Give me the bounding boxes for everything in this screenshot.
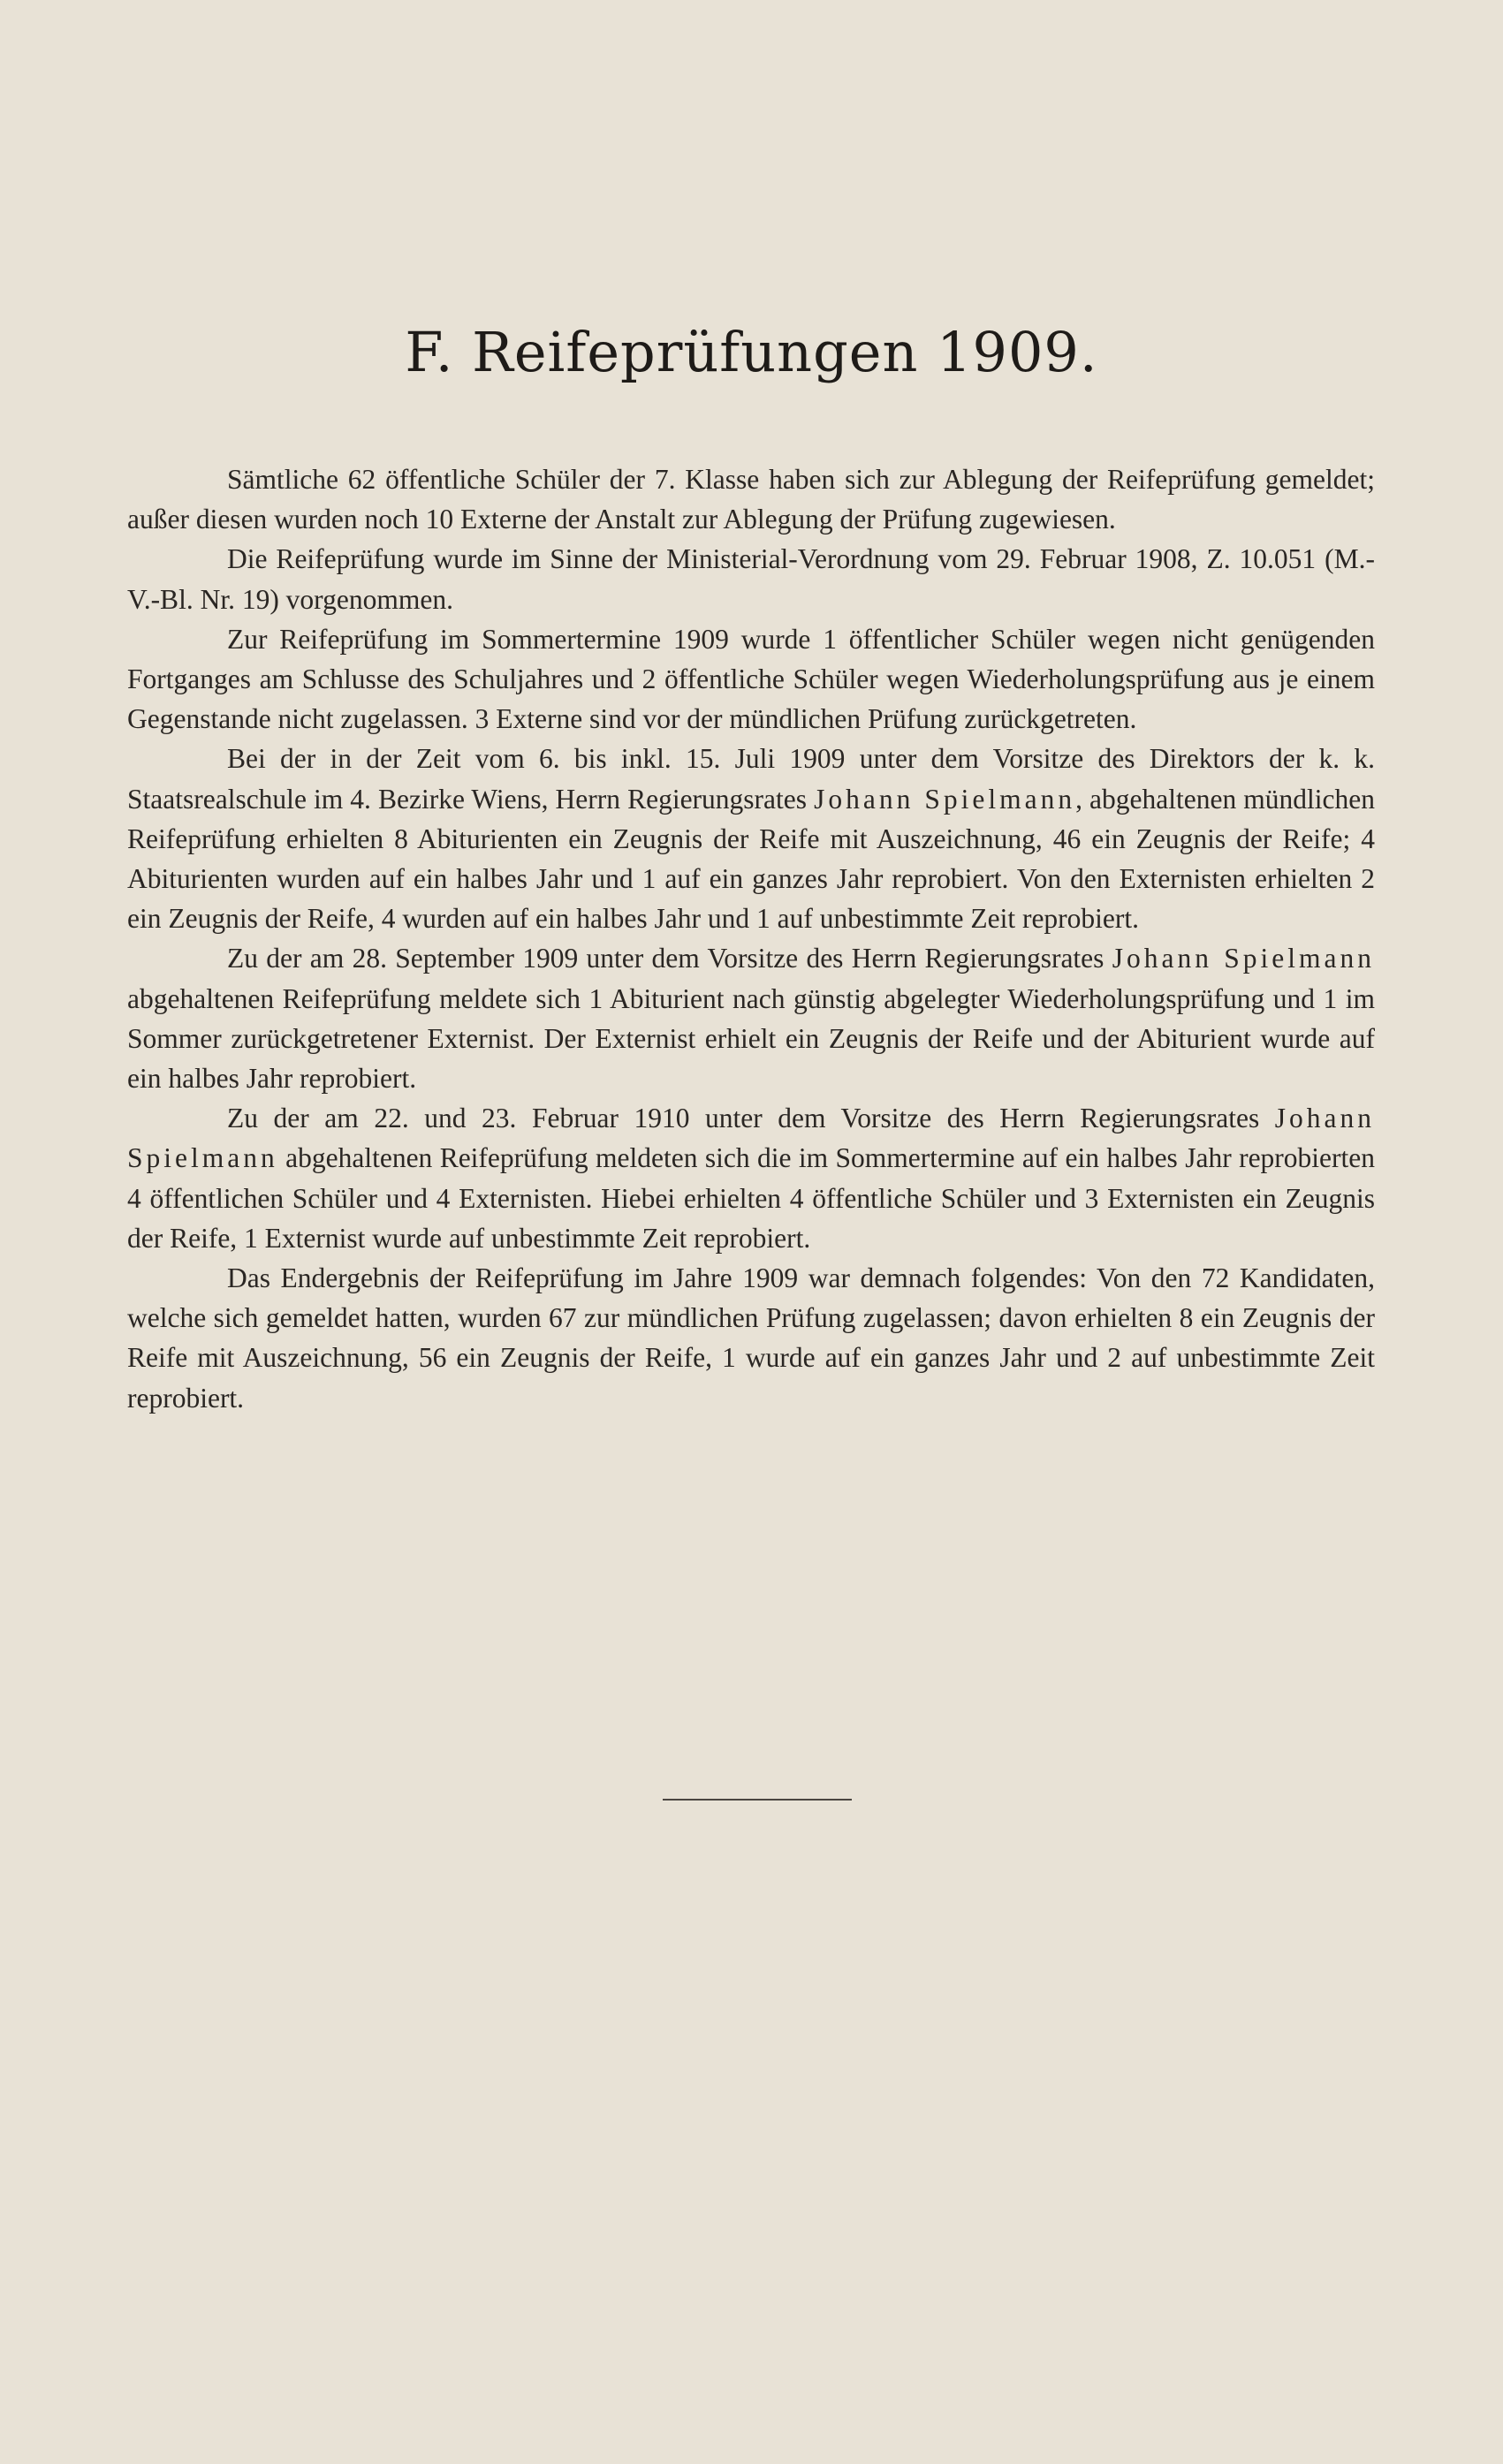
text-span: abgehaltenen Reifeprüfung meldete sich 1 Abiturient nach günstig abgelegter Wiederholungsprüfung und 1 im Sommer zurückgetretener Externist. Der Externist erhielt ein Zeugnis der Reife und der Abiturient wurde auf ein halbes Jahr reprobiert. bbox=[127, 982, 1375, 1095]
chairman-name: Johann Spielmann bbox=[814, 783, 1076, 815]
text-span: Bei der in der Zeit vom 6. bis inkl. 15. Juli 1909 unter dem Vorsitze des Direktors der k. k. Staatsrealschule im 4. Bezirke Wiens, Herrn Regierungsrates bbox=[127, 743, 1375, 815]
text-span: , abgehaltenen mündlichen Reifeprüfung erhielten 8 Abiturienten ein Zeugnis der Reife mit Auszeichnung, 46 ein Zeugnis der Reife; 4 Abiturienten wurden auf ein halbes Jahr und 1 auf ein ganzes Jahr reprobiert. Von den Externisten erhielten 2 ein Zeugnis der Reife, 4 wurden auf ein halbes Jahr und 1 auf unbestimmte Zeit reprobiert. bbox=[127, 783, 1375, 935]
text-span: Zu der am 22. und 23. Februar 1910 unter dem Vorsitze des Herrn Regierungsrates bbox=[227, 1103, 1275, 1134]
text-span: abgehaltenen Reifeprüfung meldeten sich die im Sommertermine auf ein halbes Jahr reprobierten 4 öffentlichen Schüler und 4 Externisten. Hiebei erhielten 4 öffentliche Schüler und 3 Externisten ein Zeugnis der Reife, 1 Externist wurde auf unbestimmte Zeit reprobiert. bbox=[127, 1142, 1375, 1254]
paragraph-february-exam bbox=[127, 1098, 1375, 1258]
paragraph-july-exam bbox=[127, 739, 1375, 938]
paragraph-final-result: Das Endergebnis der Reifeprüfung im Jahre 1909 war demnach folgendes: Von den 72 Kandidaten, welche sich gemeldet hatten, wurden 67 zur mündlichen Prüfung zugelassen; davon erhielten 8 ein Zeugnis der Reife mit Auszeichnung, 56 ein Zeugnis der Reife, 1 wurde auf ein ganzes Jahr und 2 auf unbestimmte Zeit reprobiert. bbox=[127, 1262, 1375, 1414]
paragraph-summer-admission: Zur Reifeprüfung im Sommertermine 1909 wurde 1 öffentlicher Schüler wegen nicht genügenden Fortganges am Schlusse des Schuljahres und 2 öffentliche Schüler wegen Wiederholungsprüfung aus je einem Gegenstande nicht zugelassen. 3 Externe sind vor der mündlichen Prüfung zurückgetreten. bbox=[127, 623, 1375, 735]
text-span: Zu der am 28. September 1909 unter dem Vorsitze des Herrn Regierungsrates bbox=[227, 943, 1112, 974]
body-text bbox=[127, 459, 1375, 1418]
paragraph-regulation: Die Reifeprüfung wurde im Sinne der Ministerial-Verordnung vom 29. Februar 1908, Z. 10.051 (M.-V.-Bl. Nr. 19) vorgenommen. bbox=[127, 543, 1375, 615]
chairman-name: Johann Spielmann bbox=[127, 1103, 1375, 1174]
paragraph-september-exam bbox=[127, 938, 1375, 1098]
chairman-name: Johann Spielmann bbox=[1112, 943, 1375, 974]
closing-rule bbox=[663, 1799, 852, 1801]
section-title: F. Reifeprüfungen 1909. bbox=[405, 320, 1098, 384]
paragraph-registration: Sämtliche 62 öffentliche Schüler der 7. Klasse haben sich zur Ablegung der Reifeprüfung gemeldet; außer diesen wurden noch 10 Externe der Anstalt zur Ablegung der Prüfung zugewiesen. bbox=[127, 464, 1375, 535]
